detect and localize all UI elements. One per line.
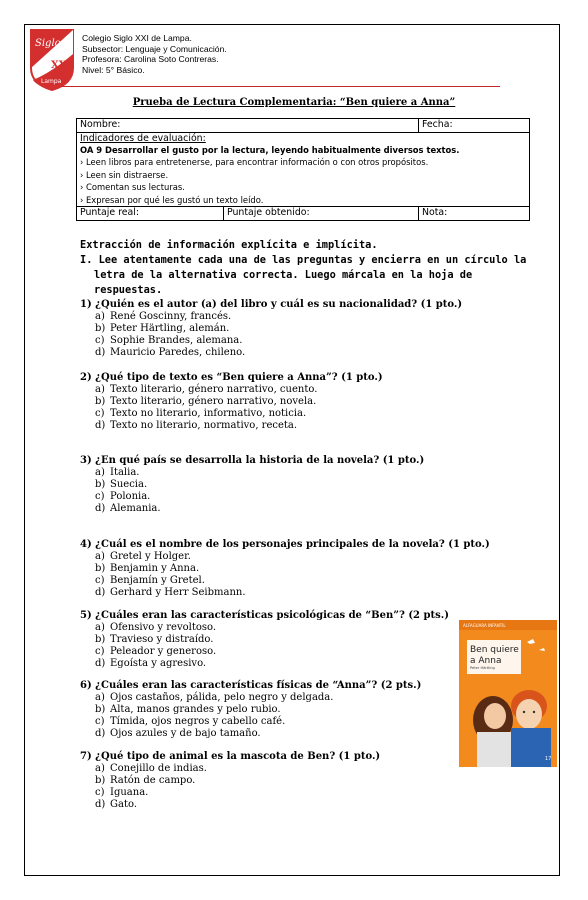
page-title: Prueba de Lectura Complementaria: “Ben quiere a Anna” bbox=[132, 97, 456, 108]
puntaje-real-field[interactable]: Puntaje real: bbox=[77, 207, 224, 221]
option-a[interactable]: a) Texto literario, género narrativo, cuento. bbox=[95, 384, 318, 395]
option-c[interactable]: c) Iguana. bbox=[95, 787, 149, 798]
option-c[interactable]: c) Tímida, ojos negros y cabello café. bbox=[95, 716, 286, 727]
nombre-field[interactable]: Nombre: bbox=[77, 119, 419, 133]
puntaje-obtenido-field[interactable]: Puntaje obtenido: bbox=[224, 207, 419, 221]
school-line: Colegio Siglo XXI de Lampa. bbox=[82, 33, 192, 43]
option-d[interactable]: d) Texto no literario, normativo, receta. bbox=[95, 420, 298, 431]
option-b[interactable]: b) Texto literario, género narrativo, novela. bbox=[95, 396, 317, 407]
header-rule bbox=[60, 86, 500, 87]
option-a[interactable]: a) Italia. bbox=[95, 467, 140, 478]
option-d[interactable]: d) Ojos azules y de bajo tamaño. bbox=[95, 728, 261, 739]
option-c[interactable]: c) Texto no literario, informativo, noticia. bbox=[95, 408, 307, 419]
question-text: 1) ¿Quién es el autor (a) del libro y cuál es su nacionalidad? (1 pto.) bbox=[80, 299, 463, 310]
indicator-item: › Comentan sus lecturas. bbox=[80, 182, 185, 193]
question-text: 4) ¿Cuál es el nombre de los personajes principales de la novela? (1 pto.) bbox=[80, 539, 490, 550]
school-line: Profesora: Carolina Soto Contreras. bbox=[82, 54, 219, 65]
school-line: Subsector: Lenguaje y Comunicación. bbox=[82, 43, 227, 54]
option-d[interactable]: d) Gerhard y Herr Seibmann. bbox=[95, 587, 246, 598]
book-author: Peter Härtling bbox=[470, 666, 495, 670]
question-text: 2) ¿Qué tipo de texto es “Ben quiere a Anna”? (1 pto.) bbox=[80, 372, 383, 383]
question-6 bbox=[80, 679, 421, 740]
question-1 bbox=[80, 298, 462, 359]
question-7 bbox=[80, 750, 380, 811]
oa-objective: OA 9 Desarrollar el gusto por la lectura, leyendo habitualmente diversos textos. bbox=[80, 145, 460, 155]
option-b[interactable]: b) Alta, manos grandes y pelo rubio. bbox=[95, 704, 281, 715]
option-a[interactable]: a) Ofensivo y revoltoso. bbox=[95, 622, 217, 633]
svg-text:a Anna: a Anna bbox=[470, 656, 502, 666]
school-logo bbox=[29, 28, 75, 92]
nota-field[interactable]: Nota: bbox=[419, 207, 530, 221]
question-text: 6) ¿Cuáles eran las características físicas de “Anna”? (2 pts.) bbox=[80, 680, 422, 691]
option-b[interactable]: b) Peter Härtling, alemán. bbox=[95, 323, 230, 334]
school-header bbox=[82, 33, 227, 75]
svg-text:XXI: XXI bbox=[51, 60, 72, 71]
option-d[interactable]: d) Alemania. bbox=[95, 503, 161, 514]
question-3 bbox=[80, 454, 424, 515]
question-text: 7) ¿Qué tipo de animal es la mascota de Ben? (1 pto.) bbox=[80, 751, 381, 762]
question-4 bbox=[80, 538, 490, 599]
question-5 bbox=[80, 609, 449, 670]
question-text: 5) ¿Cuáles eran las características psicológicas de “Ben”? (2 pts.) bbox=[80, 610, 449, 621]
option-a[interactable]: a) Ojos castaños, pálida, pelo negro y delgada. bbox=[95, 692, 334, 703]
option-c[interactable]: c) Peleador y generoso. bbox=[95, 646, 217, 657]
question-2 bbox=[80, 371, 383, 432]
svg-text:Lampa: Lampa bbox=[41, 78, 62, 85]
option-a[interactable]: a) Gretel y Holger. bbox=[95, 551, 191, 562]
section-intro bbox=[80, 238, 535, 298]
option-b[interactable]: b) Ratón de campo. bbox=[95, 775, 196, 786]
student-info-table bbox=[76, 118, 530, 221]
indicators-cell bbox=[77, 133, 530, 207]
option-d[interactable]: d) Egoísta y agresivo. bbox=[95, 658, 207, 669]
fecha-field[interactable]: Fecha: bbox=[419, 119, 530, 133]
option-b[interactable]: b) Suecia. bbox=[95, 479, 148, 490]
option-d[interactable]: d) Mauricio Paredes, chileno. bbox=[95, 347, 246, 358]
svg-text:17: 17 bbox=[545, 756, 552, 762]
indicator-item: › Leen sin distraerse. bbox=[80, 169, 169, 180]
section-heading: Extracción de información explícita e implícita. bbox=[80, 239, 378, 251]
option-c[interactable]: c) Sophie Brandes, alemana. bbox=[95, 335, 243, 346]
option-d[interactable]: d) Gato. bbox=[95, 799, 137, 810]
question-text: 3) ¿En qué país se desarrolla la historia de la novela? (1 pto.) bbox=[80, 455, 425, 466]
indicators-label: Indicadores de evaluación: bbox=[80, 133, 206, 144]
school-line: Nivel: 5° Básico. bbox=[82, 64, 145, 75]
book-cover-illustration bbox=[459, 620, 557, 767]
option-b[interactable]: b) Travieso y distraído. bbox=[95, 634, 214, 645]
option-c[interactable]: c) Benjamín y Gretel. bbox=[95, 575, 205, 586]
book-series: ALFAGUARA INFANTIL bbox=[463, 623, 506, 628]
option-c[interactable]: c) Polonia. bbox=[95, 491, 151, 502]
svg-text:Siglo: Siglo bbox=[35, 38, 61, 49]
instruction-text: I. Lee atentamente cada una de las preguntas y encierra en un círculo la letra de la alternativa correcta. Luego márcala en la hoja de respuestas. bbox=[80, 254, 527, 296]
option-b[interactable]: b) Benjamin y Anna. bbox=[95, 563, 200, 574]
indicator-item: › Leen libros para entretenerse, para encontrar información o con otros propósitos. bbox=[80, 157, 429, 168]
option-a[interactable]: a) René Goscinny, francés. bbox=[95, 311, 232, 322]
book-cover-image bbox=[459, 620, 557, 767]
option-a[interactable]: a) Conejillo de indias. bbox=[95, 763, 207, 774]
svg-text:Ben quiere: Ben quiere bbox=[470, 645, 519, 655]
indicator-item: › Expresan por qué les gustó un texto leído. bbox=[80, 194, 264, 205]
